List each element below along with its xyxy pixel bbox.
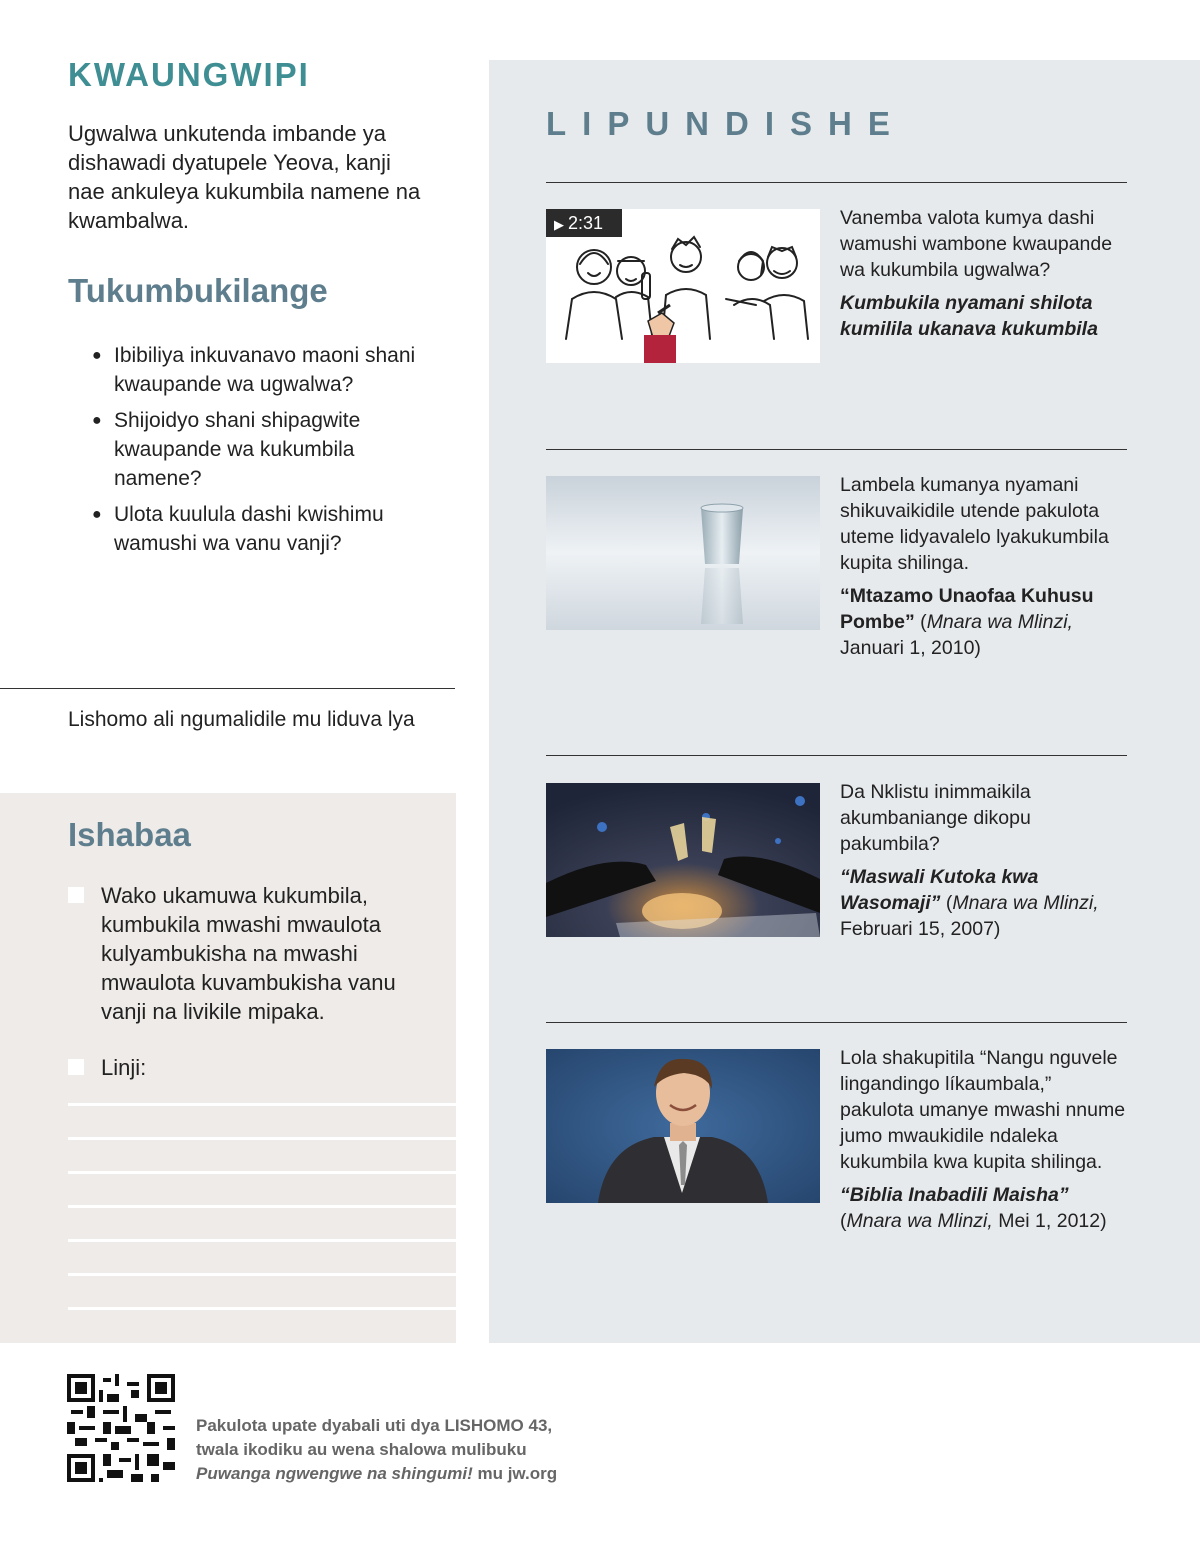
review-question-list bbox=[92, 341, 442, 565]
footer-site[interactable]: mu jw.org bbox=[472, 1464, 558, 1483]
divider bbox=[0, 688, 455, 689]
explore-heading: LIPUNDISHE bbox=[546, 105, 906, 142]
goal-heading: Ishabaa bbox=[68, 816, 191, 853]
write-line[interactable] bbox=[68, 1205, 456, 1208]
source-publication: Mnara wa Mlinzi, bbox=[846, 1210, 993, 1232]
explore-question: Da Nklistu inimmaikila akumbaniange dikopu pakumbila? bbox=[840, 781, 1031, 855]
man-portrait-image[interactable] bbox=[546, 1049, 820, 1203]
explore-question: Vanemba valota kumya dashi wamushi wambone kwaupande wa kukumbila ugwalwa? bbox=[840, 207, 1113, 281]
checkbox[interactable] bbox=[68, 1059, 84, 1075]
empty-glass-photo bbox=[546, 476, 820, 630]
divider bbox=[546, 1022, 1127, 1023]
footer-line bbox=[196, 1462, 557, 1486]
review-question-text: Ibibiliya inkuvanavo maoni shani kwaupande wa ugwalwa? bbox=[114, 344, 416, 396]
goal-item-text: Linji: bbox=[101, 1055, 147, 1080]
bullet-icon: ● bbox=[92, 412, 102, 429]
review-heading: Tukumbukilange bbox=[68, 272, 328, 309]
source-date: Mei 1, 2012) bbox=[992, 1210, 1107, 1232]
source-date: Januari 1, 2010) bbox=[840, 637, 981, 659]
explore-question: Lola shakupitila “Nangu nguvele lingandingo líkaumbala,” pakulota umanye mwashi nnume jumo mwaukidile ndaleka kukumbila kwa kupita shilinga. bbox=[840, 1047, 1126, 1173]
man-in-suit-photo bbox=[546, 1049, 820, 1203]
review-question bbox=[92, 341, 442, 399]
write-line[interactable] bbox=[68, 1137, 456, 1140]
champagne-toast-photo bbox=[546, 783, 820, 937]
source-open: ( bbox=[840, 1210, 847, 1232]
lesson-completed-note: Lishomo ali ngumalidile mu liduva lya bbox=[68, 708, 415, 731]
footer-text bbox=[196, 1414, 557, 1486]
write-line[interactable] bbox=[68, 1307, 456, 1310]
explore-question: Lambela kumanya nyamani shikuvaikidile utende pakulota uteme lidyavalelo lyakukumbila kupita shilinga. bbox=[840, 474, 1109, 574]
goal-item bbox=[68, 881, 418, 1026]
bullet-icon: ● bbox=[92, 506, 102, 523]
review-question bbox=[92, 406, 442, 493]
duration-badge bbox=[546, 209, 622, 237]
source-open: ( bbox=[914, 611, 927, 633]
video-thumbnail[interactable] bbox=[546, 209, 820, 363]
qr-code-graphic bbox=[67, 1374, 175, 1482]
write-line[interactable] bbox=[68, 1239, 456, 1242]
explore-item-text bbox=[840, 779, 1130, 942]
video-duration: 2:31 bbox=[568, 213, 604, 233]
qr-code[interactable] bbox=[67, 1374, 175, 1482]
source-publication: Mnara wa Mlinzi, bbox=[952, 892, 1099, 914]
review-question-text: Shijoidyo shani shipagwite kwaupande wa kukumbila namene? bbox=[114, 409, 361, 490]
write-line[interactable] bbox=[68, 1273, 456, 1276]
review-question-text: Ulota kuulula dashi kwishimu wamushi wa vanu vanji? bbox=[114, 503, 384, 555]
source-publication: Mnara wa Mlinzi, bbox=[926, 611, 1073, 633]
write-line[interactable] bbox=[68, 1103, 456, 1106]
play-icon: ▶ bbox=[554, 217, 564, 232]
source-open: ( bbox=[940, 892, 953, 914]
explore-item-text bbox=[840, 472, 1130, 661]
write-line[interactable] bbox=[68, 1171, 456, 1174]
summary-text: Ugwalwa unkutenda imbande ya dishawadi dyatupele Yeova, kanji nae ankuleya kukumbila namene na kwambalwa. bbox=[68, 121, 421, 233]
source-date: Februari 15, 2007) bbox=[840, 918, 1001, 940]
footer-publication-title: Puwanga ngwengwe na shingumi! bbox=[196, 1464, 473, 1483]
bullet-icon: ● bbox=[92, 347, 102, 364]
explore-item-text bbox=[840, 205, 1130, 342]
empty-glass-image[interactable] bbox=[546, 476, 820, 630]
footer-line: twala ikodiku au wena shalowa mulibuku bbox=[196, 1440, 527, 1459]
goal-item-other bbox=[68, 1053, 418, 1082]
checkbox[interactable] bbox=[68, 887, 84, 903]
goal-item-text: Wako ukamuwa kukumbila, kumbukila mwashi mwaulota kulyambukisha na mwashi mwaulota kuvambukisha vanu vanji na livikile mipaka. bbox=[101, 883, 396, 1024]
explore-title-link[interactable]: “Mtazamo Unaofaa Kuhusu Pombe” bbox=[840, 585, 1094, 633]
explore-title-link[interactable]: “Biblia Inabadili Maisha” bbox=[840, 1184, 1069, 1206]
divider bbox=[546, 449, 1127, 450]
explore-title-link[interactable]: Kumbukila nyamani shilota kumilila ukanava kukumbila bbox=[840, 292, 1098, 340]
champagne-toast-image[interactable] bbox=[546, 783, 820, 937]
explore-title-link[interactable]: “Maswali Kutoka kwa Wasomaji” bbox=[840, 866, 1039, 914]
explore-item-text bbox=[840, 1045, 1130, 1234]
divider bbox=[546, 755, 1127, 756]
footer-line: Pakulota upate dyabali uti dya LISHOMO 43, bbox=[196, 1416, 553, 1435]
review-question bbox=[92, 500, 442, 558]
divider bbox=[546, 182, 1127, 183]
summary-heading: KWAUNGWIPI bbox=[68, 56, 310, 93]
